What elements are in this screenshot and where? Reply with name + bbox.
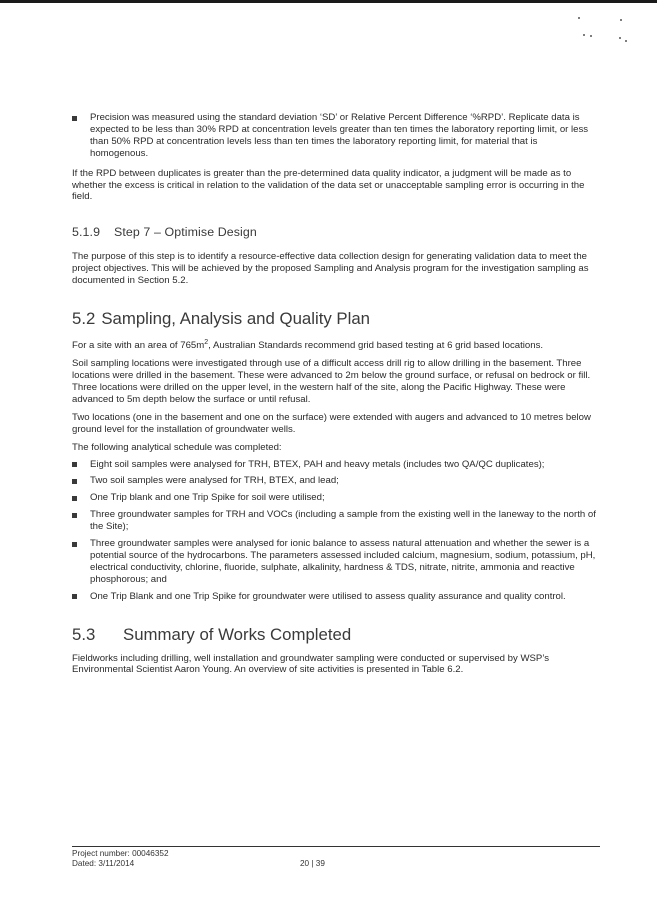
list-item-text: Three groundwater samples were analysed for ionic balance to assess natural attenuation and whether the sewer is a potential source of the hydrocarbons. The parameters assessed included calcium, magnesium, sodium, potassium, pH, electrical conductivity, chlorine, fluoride, sulphate, alkalinity, hardness & TDS, nitrate, nitrite, ammonia and reactive phosphorous; and: [90, 538, 596, 585]
list-item: [72, 475, 597, 487]
date-dated: Dated: 3/11/2014: [72, 858, 135, 868]
bullet-square-icon: [72, 496, 77, 501]
list-item: [72, 459, 597, 471]
site-area-paragraph: [72, 337, 597, 352]
superscript: 2: [204, 339, 209, 347]
list-item: [72, 591, 597, 603]
scan-speck: [590, 35, 592, 37]
page-top-edge: [0, 0, 657, 3]
list-item-text: Two soil samples were analysed for TRH, BTEX, and lead;: [90, 475, 339, 487]
section-number: 5.2: [72, 309, 96, 329]
list-item: [72, 112, 597, 160]
paragraph-text: , Australian Standards recommend grid based testing at 6 grid based locations.: [208, 340, 544, 352]
section-5-1-9-heading: [72, 225, 597, 239]
section-title: Summary of Works Completed: [123, 624, 352, 644]
paragraph-text: For a site with an area of 765m: [72, 340, 205, 352]
groundwater-wells-paragraph: Two locations (one in the basement and one on the surface) were extended with augers and advanced to 10 metres below ground level for the installation of groundwater wells.: [72, 411, 591, 435]
list-item: [72, 509, 597, 533]
bullet-square-icon: [72, 542, 77, 547]
list-item-text: Three groundwater samples for TRH and VOCs (including a sample from the existing well in the laneway to the north of the Site);: [90, 509, 596, 533]
project-number: Project number: 00046352: [72, 849, 169, 858]
scan-speck: [578, 17, 580, 19]
section-title: Sampling, Analysis and Quality Plan: [101, 309, 370, 329]
precision-list: [72, 112, 597, 160]
section-number: 5.3: [72, 624, 96, 644]
bullet-square-icon: [72, 479, 77, 484]
soil-sampling-paragraph: Soil sampling locations were investigated through use of a difficult access drill rig to allow drilling in the basement. Three locations were drilled in the basement. These were advanced to 2m below the ground surface, or refusal on bedrock or fill. Three locations were drilled on the upper level, in the western half of the site, along the Pacific Highway. These were advanced to 5m depth below the surface or until refusal.: [72, 358, 591, 405]
list-item: [72, 492, 597, 504]
scan-speck: [583, 34, 585, 36]
analytical-schedule-list: [72, 459, 597, 603]
section-5-3-body: Fieldworks including drilling, well installation and groundwater sampling were conducted or supervised by WSP’s Environmental Scientist Aaron Young. An overview of site activities is presented in Table 6.2.: [72, 652, 550, 676]
rpd-paragraph: If the RPD between duplicates is greater than the pre-determined data quality indicator, a judgment will be made as to whether the excess is critical in relation to the validation of the data set or unacceptable sampling error is occurring in the field.: [72, 167, 585, 203]
section-5-3-heading: [72, 625, 597, 645]
list-item-text: Precision was measured using the standard deviation ‘SD’ or Relative Percent Difference ‘%RPD’. Replicate data is expected to be less than 30% RPD at concentration levels greater than ten times the laboratory reporting limit, or less than 50% RPD at concentration levels less than ten times the laboratory reporting limit, for material that is homogenous.: [90, 112, 589, 159]
scan-speck: [619, 37, 621, 39]
scan-speck: [620, 19, 622, 21]
list-item-text: Eight soil samples were analysed for TRH, BTEX, PAH and heavy metals (includes two QA/QC duplicates);: [90, 458, 545, 470]
schedule-intro: The following analytical schedule was completed:: [72, 441, 282, 453]
bullet-square-icon: [72, 594, 77, 599]
scan-speck: [625, 40, 627, 42]
footer-divider: [72, 846, 600, 847]
page-footer: [72, 849, 169, 868]
bullet-square-icon: [72, 462, 77, 467]
page-number: 20 | 39: [300, 859, 325, 868]
section-5-1-9-body: The purpose of this step is to identify a resource-effective data collection design for generating validation data to meet the project objectives. This will be achieved by the proposed Sampling and Analysis program for the investigation sampling as documented in Section 5.2.: [72, 251, 589, 287]
bullet-square-icon: [72, 116, 77, 121]
document-page: [72, 112, 597, 676]
section-number: 5.1.9: [72, 225, 101, 240]
list-item: [72, 538, 597, 586]
list-item-text: One Trip blank and one Trip Spike for soil were utilised;: [90, 492, 325, 504]
list-item-text: One Trip Blank and one Trip Spike for groundwater were utilised to assess quality assurance and quality control.: [90, 590, 566, 602]
section-title: Step 7 – Optimise Design: [114, 225, 257, 240]
section-5-2-heading: [72, 309, 597, 329]
bullet-square-icon: [72, 513, 77, 518]
